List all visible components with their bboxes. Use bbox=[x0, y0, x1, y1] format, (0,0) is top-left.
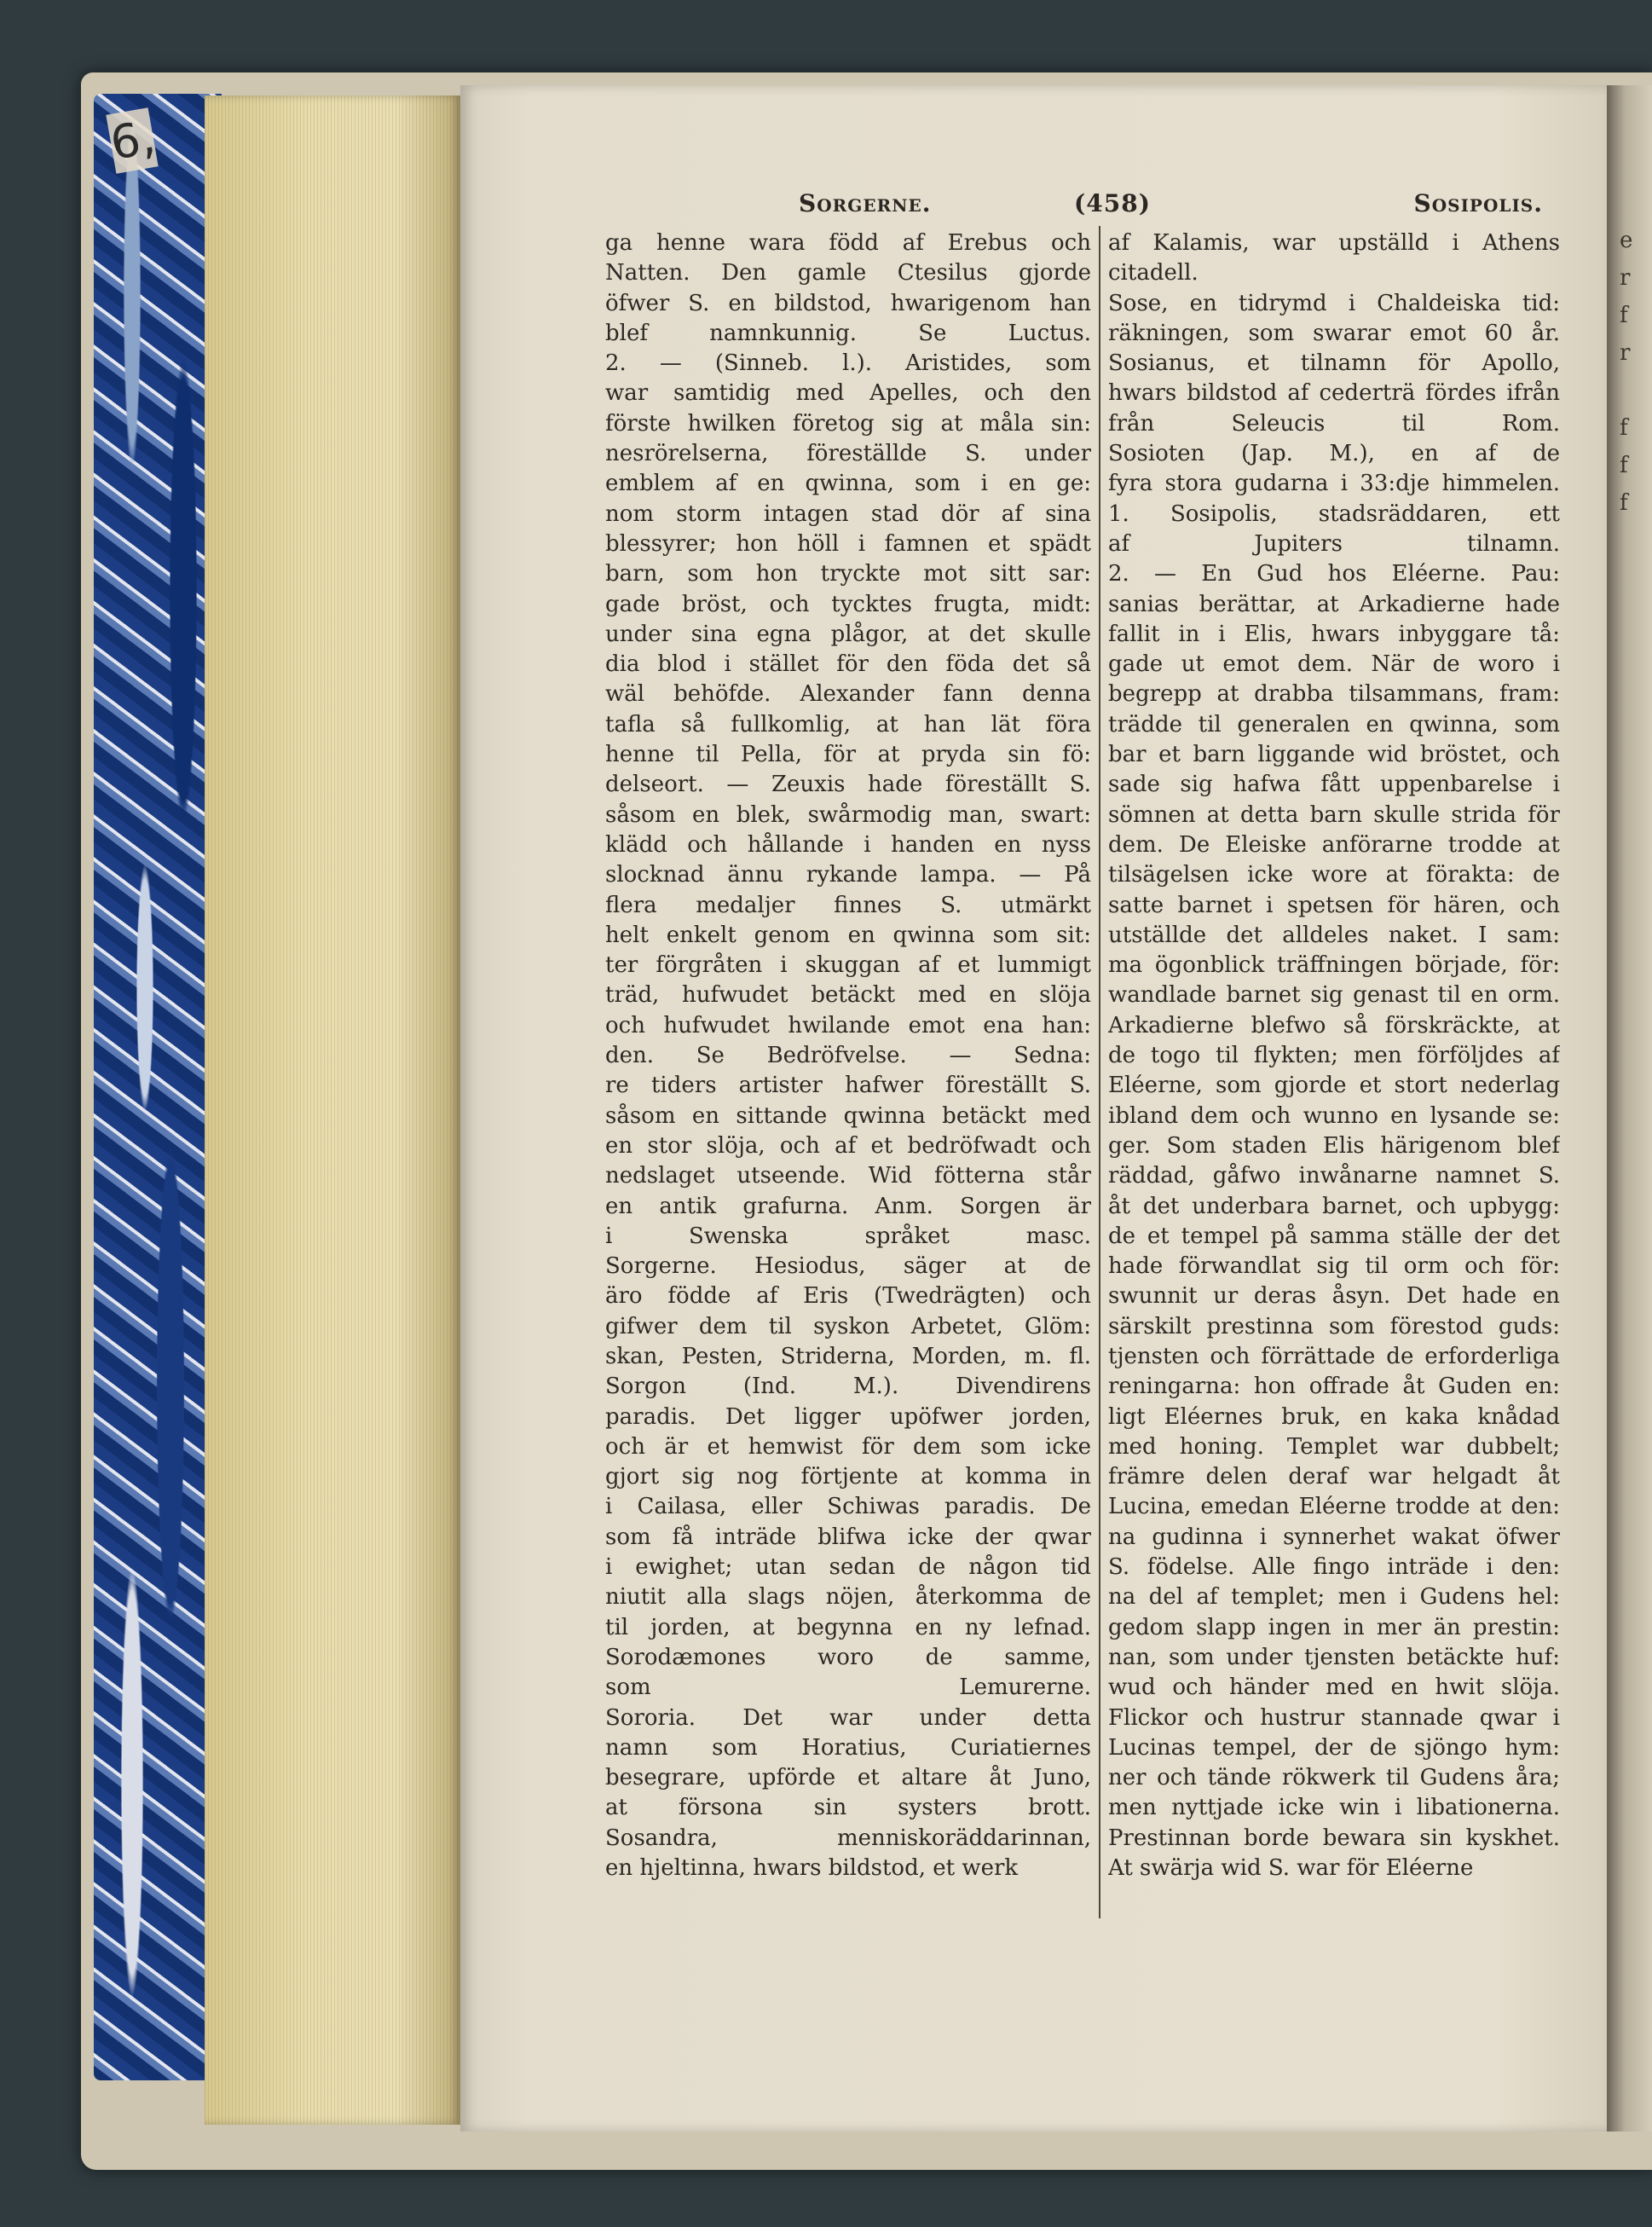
text-line: Sorgerne. Hesiodus, säger at de bbox=[605, 1253, 1091, 1280]
text-line: tjensten och förrättade de erforderliga bbox=[1108, 1343, 1560, 1369]
text-line: de et tempel på samma ställe der det bbox=[1108, 1223, 1560, 1249]
text-line: nom storm intagen stad dör af sina bbox=[605, 500, 1091, 527]
text-line: namn som Horatius, Curiatiernes bbox=[605, 1734, 1091, 1761]
text-line: na gudinna i synnerhet wakat öfwer bbox=[1108, 1524, 1560, 1550]
text-line: wäl behöfde. Alexander fann denna bbox=[605, 681, 1091, 708]
text-line: som Lemurerne. bbox=[605, 1675, 1091, 1701]
text-line: dem. De Eleiske anförarne trodde at bbox=[1108, 831, 1560, 858]
text-line: Prestinnan borde bewara sin kyskhet. bbox=[1108, 1825, 1560, 1851]
text-line: af Kalamis, war upställd i Athens bbox=[1108, 230, 1560, 256]
text-line: citadell. bbox=[1108, 260, 1199, 286]
text-line: klädd och hållande i handen en nyss bbox=[605, 831, 1091, 858]
text-line: den. Se Bedröfvelse. — Sedna: bbox=[605, 1043, 1091, 1069]
text-line: gade bröst, och tycktes frugta, midt: bbox=[605, 591, 1091, 617]
text-line: 1. Sosipolis, stadsräddaren, ett bbox=[1108, 500, 1560, 527]
text-line: delseort. — Zeuxis hade föreställt S. bbox=[605, 772, 1091, 798]
text-line: wandlade barnet sig genast til en orm. bbox=[1108, 982, 1560, 1009]
text-line: främre delen deraf war helgadt åt bbox=[1108, 1464, 1560, 1490]
text-line: slocknad ännu rykande lampa. — På bbox=[605, 862, 1091, 888]
text-line: särskilt prestinna som förestod guds: bbox=[1108, 1313, 1560, 1339]
text-line: ibland dem och wunno en lysande se: bbox=[1108, 1102, 1560, 1129]
text-line: Eléerne, som gjorde et stort nederlag bbox=[1108, 1073, 1560, 1099]
text-line: i ewighet; utan sedan de någon tid bbox=[605, 1554, 1091, 1581]
text-line: sömnen at detta barn skulle strida för bbox=[1108, 801, 1560, 828]
edge-glyph: f bbox=[1620, 453, 1628, 478]
text-line: reningarna: hon offrade åt Guden en: bbox=[1108, 1374, 1560, 1400]
text-line: skan, Pesten, Striderna, Morden, m. fl. bbox=[605, 1343, 1091, 1369]
handwritten-spine-note: 6, bbox=[106, 107, 158, 174]
opposite-page-edge-text bbox=[1620, 222, 1652, 733]
edge-glyph: e bbox=[1620, 228, 1633, 253]
running-head-left: Sorgerne. bbox=[799, 189, 932, 217]
text-line: hade förwandlat sig til orm och för: bbox=[1108, 1253, 1560, 1280]
text-line: hwars bildstod af cederträ fördes ifrån bbox=[1108, 380, 1560, 407]
edge-glyph: f bbox=[1620, 490, 1628, 516]
text-line: och är et hemwist för dem som icke bbox=[605, 1433, 1091, 1460]
text-line: en hjeltinna, hwars bildstod, et werk bbox=[605, 1855, 1019, 1882]
text-line: i Cailasa, eller Schiwas paradis. De bbox=[605, 1494, 1091, 1520]
text-line: blessyrer; hon höll i famnen et spädt bbox=[605, 530, 1091, 557]
text-line: na del af templet; men i Gudens hel: bbox=[1108, 1584, 1560, 1611]
edge-glyph: r bbox=[1620, 265, 1631, 291]
text-line: Sororia. Det war under detta bbox=[605, 1704, 1091, 1731]
edge-glyph: f bbox=[1620, 303, 1628, 328]
text-line: af Jupiters tilnamn. bbox=[1108, 530, 1560, 557]
left-text-column bbox=[605, 228, 1091, 1925]
page-fore-edge bbox=[205, 95, 460, 2125]
edge-glyph bbox=[1620, 372, 1652, 409]
text-line: besegrare, upförde et altare åt Juno, bbox=[605, 1765, 1091, 1791]
text-line: Sosandra, menniskoräddarinnan, bbox=[605, 1825, 1091, 1851]
text-line: och hufwudet hwilande emot ena han: bbox=[605, 1012, 1091, 1038]
text-line: sade sig hafwa fått uppenbarelse i bbox=[1108, 772, 1560, 798]
text-line: war samtidig med Apelles, och den bbox=[605, 380, 1091, 407]
text-line: nesrörelserna, föreställde S. under bbox=[605, 441, 1091, 467]
text-line: swunnit ur deras åsyn. Det hade en bbox=[1108, 1283, 1560, 1310]
text-line: 2. — En Gud hos Eléerne. Pau: bbox=[1108, 561, 1560, 587]
text-line: niutit alla slags nöjen, återkomma de bbox=[605, 1584, 1091, 1611]
text-line: emblem af en qwinna, som i en ge: bbox=[605, 471, 1091, 497]
text-line: At swärja wid S. war för Eléerne bbox=[1108, 1855, 1474, 1882]
text-line: satte barnet i spetsen för hären, och bbox=[1108, 892, 1560, 918]
text-line: Arkadierne blefwo så förskräckte, at bbox=[1108, 1012, 1560, 1038]
edge-glyph: f bbox=[1620, 415, 1628, 441]
text-line: wud och händer med en hwit slöja. bbox=[1108, 1675, 1560, 1701]
text-line: med honing. Templet war dubbelt; bbox=[1108, 1433, 1560, 1460]
text-line: gade ut emot dem. När de woro i bbox=[1108, 651, 1560, 678]
text-line: helt enkelt genom en qwinna som sit: bbox=[605, 922, 1091, 948]
marbled-endpaper bbox=[94, 94, 222, 2080]
text-line: träd, hufwudet betäckt med en slöja bbox=[605, 982, 1091, 1009]
text-line: i Swenska språket masc. bbox=[605, 1223, 1091, 1249]
text-line: Natten. Den gamle Ctesilus gjorde bbox=[605, 260, 1091, 286]
text-line: Flickor och hustrur stannade qwar i bbox=[1108, 1704, 1560, 1731]
running-head-right: Sosipolis. bbox=[1413, 189, 1543, 217]
text-line: at försona sin systers brott. bbox=[605, 1795, 1091, 1821]
text-line: flera medaljer finnes S. utmärkt bbox=[605, 892, 1091, 918]
text-line: fyra stora gudarna i 33:dje himmelen. bbox=[1108, 471, 1560, 497]
text-line: från Seleucis til Rom. bbox=[1108, 410, 1560, 437]
text-line: dia blod i stället för den föda det så bbox=[605, 651, 1091, 678]
right-text-column bbox=[1108, 228, 1560, 1925]
text-line: nedslaget utseende. Wid fötterna står bbox=[605, 1163, 1091, 1189]
text-line: gifwer dem til syskon Arbetet, Glöm: bbox=[605, 1313, 1091, 1339]
text-line: henne til Pella, för at pryda sin fö: bbox=[605, 742, 1091, 768]
text-line: fallit in i Elis, hwars inbyggare tå: bbox=[1108, 621, 1560, 647]
text-line: S. födelse. Alle fingo inträde i den: bbox=[1108, 1554, 1560, 1581]
text-line: sanias berättar, at Arkadierne hade bbox=[1108, 591, 1560, 617]
text-line: ner och tände rökwerk til Gudens åra; bbox=[1108, 1765, 1560, 1791]
text-line: ter förgråten i skuggan af et lummigt bbox=[605, 952, 1091, 979]
text-line: en antik grafurna. Anm. Sorgen är bbox=[605, 1193, 1091, 1219]
running-head bbox=[622, 189, 1543, 223]
edge-glyph: r bbox=[1620, 340, 1631, 366]
text-line: blef namnkunnig. Se Luctus. bbox=[605, 320, 1091, 346]
text-line: gedom slapp ingen in mer än prestin: bbox=[1108, 1614, 1560, 1640]
text-line: Sose, en tidrymd i Chaldeiska tid: bbox=[1108, 290, 1560, 316]
text-line: åt det underbara barnet, och upbygg: bbox=[1108, 1193, 1560, 1219]
text-line: begrepp at drabba tilsammans, fram: bbox=[1108, 681, 1560, 708]
text-line: Sosianus, et tilnamn för Apollo, bbox=[1108, 350, 1560, 377]
text-line: nan, som under tjensten betäckte huf: bbox=[1108, 1644, 1560, 1670]
text-line: til jorden, at begynna en ny lefnad. bbox=[605, 1614, 1091, 1640]
text-line: bar et barn liggande wid bröstet, och bbox=[1108, 742, 1560, 768]
page-number: (458) bbox=[1074, 189, 1151, 217]
text-line: Lucina, emedan Eléerne trodde at den: bbox=[1108, 1494, 1560, 1520]
text-line: såsom en blek, swårmodig man, swart: bbox=[605, 801, 1091, 828]
text-line: Sorodæmones woro de samme, bbox=[605, 1644, 1091, 1670]
text-line: förste hwilken företog sig at måla sin: bbox=[605, 410, 1091, 437]
text-line: tilsägelsen icke wore at förakta: de bbox=[1108, 862, 1560, 888]
text-line: under sina egna plågor, at det skulle bbox=[605, 621, 1091, 647]
text-line: såsom en sittande qwinna betäckt med bbox=[605, 1102, 1091, 1129]
text-line: ma ögonblick träffningen började, för: bbox=[1108, 952, 1560, 979]
text-line: en stor slöja, och af et bedröfwadt och bbox=[605, 1132, 1091, 1159]
text-line: ligt Eléernes bruk, en kaka knådad bbox=[1108, 1403, 1560, 1430]
text-line: räddad, gåfwo inwånarne namnet S. bbox=[1108, 1163, 1560, 1189]
text-line: re tiders artister hafwer föreställt S. bbox=[605, 1073, 1091, 1099]
text-line: öfwer S. en bildstod, hwarigenom han bbox=[605, 290, 1091, 316]
text-line: Lucinas tempel, der de sjöngo hym: bbox=[1108, 1734, 1560, 1761]
text-line: paradis. Det ligger upöfwer jorden, bbox=[605, 1403, 1091, 1430]
column-divider bbox=[1099, 226, 1100, 1918]
text-line: Sorgon (Ind. M.). Divendirens bbox=[605, 1374, 1091, 1400]
text-line: de togo til flykten; men förföljdes af bbox=[1108, 1043, 1560, 1069]
text-line: gjort sig nog förtjente at komma in bbox=[605, 1464, 1091, 1490]
text-line: ga henne wara född af Erebus och bbox=[605, 230, 1091, 256]
text-line: äro födde af Eris (Twedrägten) och bbox=[605, 1283, 1091, 1310]
text-line: utställde det alldeles naket. I sam: bbox=[1108, 922, 1560, 948]
text-line: som få inträde blifwa icke der qwar bbox=[605, 1524, 1091, 1550]
text-line: 2. — (Sinneb. l.). Aristides, som bbox=[605, 350, 1091, 377]
text-line: ger. Som staden Elis härigenom blef bbox=[1108, 1132, 1560, 1159]
text-line: men nyttjade icke win i libationerna. bbox=[1108, 1795, 1560, 1821]
text-line: trädde til generalen en qwinna, som bbox=[1108, 711, 1560, 738]
text-line: räkningen, som swarar emot 60 år. bbox=[1108, 320, 1560, 346]
text-line: Sosioten (Jap. M.), en af de bbox=[1108, 441, 1560, 467]
text-line: tafla så fullkomlig, at han lät föra bbox=[605, 711, 1091, 738]
text-line: barn, som hon tryckte mot sitt sar: bbox=[605, 561, 1091, 587]
